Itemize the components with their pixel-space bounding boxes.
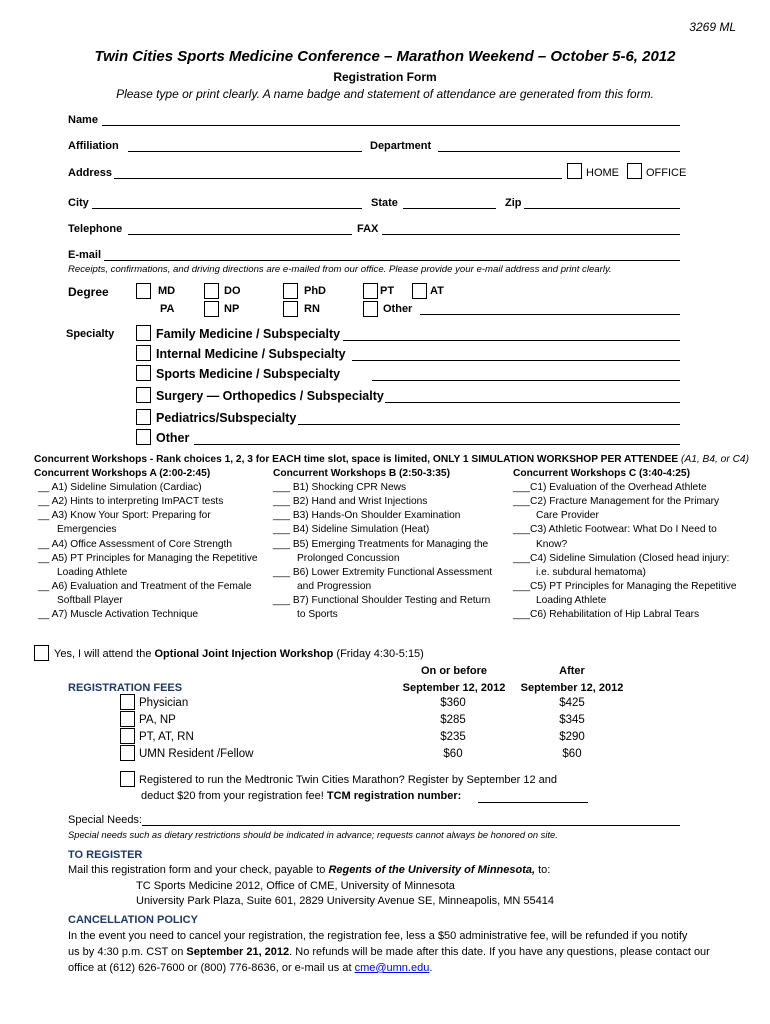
workshop-b7-cont: to Sports: [297, 609, 338, 620]
city-label: City: [68, 197, 89, 209]
zip-label: Zip: [505, 197, 522, 209]
specialty-other-label: Other: [156, 431, 190, 445]
cancellation-deadline: September 21, 2012: [186, 946, 290, 958]
specialty-label: Specialty: [66, 328, 115, 340]
marathon-line-2-pre: deduct $20 from your registration fee!: [141, 790, 327, 802]
name-field[interactable]: [102, 125, 680, 126]
degree-pa-label: PA: [160, 303, 175, 315]
cancellation-line-2-pre: us by 4:30 p.m. CST on: [68, 946, 187, 958]
fee-early-head-2: September 12, 2012: [402, 682, 506, 694]
fee-pa-np-label: PA, NP: [139, 714, 176, 726]
tcm-registration-field[interactable]: [478, 802, 588, 803]
marathon-tcm-label: TCM registration number:: [326, 790, 462, 802]
fee-pt-at-rn-early: $235: [440, 731, 466, 743]
city-field[interactable]: [92, 208, 362, 209]
workshop-a4[interactable]: __ A4) Office Assessment of Core Strength: [38, 539, 233, 550]
degree-rn-label: RN: [304, 303, 320, 315]
fee-pt-at-rn-checkbox[interactable]: [120, 728, 135, 744]
cancellation-line-1: In the event you need to cancel your registration, the registration fee, less a $50 administrative fee, will be refunded if you notify: [68, 930, 688, 942]
workshops-c-title: Concurrent Workshops C (3:40-4:25): [513, 468, 690, 479]
to-register-pre: Mail this registration form and your check, payable to: [68, 864, 329, 876]
degree-pt-checkbox[interactable]: [363, 283, 378, 299]
workshops-header: [34, 454, 749, 465]
marathon-line-1: Registered to run the Medtronic Twin Cities Marathon? Register by September 12 and: [139, 774, 558, 786]
telephone-field[interactable]: [128, 234, 352, 235]
state-field[interactable]: [403, 208, 496, 209]
workshop-c2-cont: Care Provider: [536, 510, 599, 521]
marathon-line-2: [141, 790, 461, 802]
degree-np-checkbox[interactable]: [204, 301, 219, 317]
marathon-checkbox[interactable]: [120, 771, 135, 787]
degree-pt-label: PT: [380, 285, 395, 297]
home-checkbox[interactable]: [567, 163, 582, 179]
degree-rn-checkbox[interactable]: [283, 301, 298, 317]
specialty-pediatrics-label: Pediatrics/Subspecialty: [156, 411, 297, 425]
name-label: Name: [68, 114, 98, 126]
fee-late-head-2: September 12, 2012: [520, 682, 624, 694]
email-note: Receipts, confirmations, and driving directions are e-mailed from our office. Please provide your e-mail address and print clearly.: [68, 264, 612, 275]
specialty-pediatrics-field[interactable]: [298, 424, 680, 425]
degree-do-checkbox[interactable]: [204, 283, 219, 299]
specialty-other-field[interactable]: [194, 444, 680, 445]
workshop-b5-cont: Prolonged Concussion: [297, 553, 400, 564]
to-register-post: to:: [535, 864, 551, 876]
joint-injection-checkbox[interactable]: [34, 645, 49, 661]
specialty-other-checkbox[interactable]: [136, 429, 151, 445]
address-field[interactable]: [114, 178, 562, 179]
instruction-text: Please type or print clearly. A name badge and statement of attendance are generated from this form.: [116, 87, 654, 101]
workshops-header-text: Concurrent Workshops - Rank choices 1, 2, 3 for EACH time slot, space is limited, ONLY 1 SIMULATION WORKSHOP PER ATTENDEE: [34, 454, 679, 465]
fee-physician-label: Physician: [139, 697, 189, 709]
joint-injection-text: [54, 648, 424, 660]
specialty-sports-field[interactable]: [372, 380, 680, 381]
special-needs-label: Special Needs:: [68, 814, 142, 826]
degree-other-label: Other: [383, 303, 413, 315]
mailing-address-1: TC Sports Medicine 2012, Office of CME, University of Minnesota: [136, 880, 455, 892]
degree-at-checkbox[interactable]: [412, 283, 427, 299]
workshop-c5[interactable]: ___C5) PT Principles for Managing the Repetitive: [513, 581, 737, 592]
fee-pt-at-rn-label: PT, AT, RN: [139, 731, 194, 743]
payee-name: Regents of the University of Minnesota,: [328, 864, 536, 876]
workshop-c3[interactable]: ___C3) Athletic Footwear: What Do I Need to: [513, 524, 717, 535]
cancellation-line-3-post: .: [429, 962, 433, 974]
cancellation-line-3: [68, 962, 432, 974]
specialty-surgery-label: Surgery — Orthopedics / Subspecialty: [156, 389, 384, 403]
workshop-a6[interactable]: __ A6) Evaluation and Treatment of the Female: [38, 581, 252, 592]
specialty-family-label: Family Medicine / Subspecialty: [156, 327, 341, 341]
registration-fees-label: REGISTRATION FEES: [68, 682, 183, 694]
document-code: 3269 ML: [689, 20, 736, 34]
workshop-b6-cont: and Progression: [297, 581, 372, 592]
email-field[interactable]: [104, 260, 680, 261]
specialty-sports-checkbox[interactable]: [136, 365, 151, 381]
workshop-a3-cont: Emergencies: [57, 524, 117, 535]
workshop-b1[interactable]: ___ B1) Shocking CPR News: [273, 482, 407, 493]
degree-do-label: DO: [224, 285, 241, 297]
workshop-c5-cont: Loading Athlete: [536, 595, 607, 606]
cancellation-line-2: [68, 946, 710, 958]
fax-label: FAX: [357, 223, 379, 235]
fee-pt-at-rn-late: $290: [559, 731, 585, 743]
workshop-c4-cont: i.e. subdural hematoma): [536, 567, 646, 578]
fee-early-head-1: On or before: [420, 665, 487, 677]
workshop-c2[interactable]: ___C2) Fracture Management for the Primary: [513, 496, 720, 507]
workshop-b3[interactable]: ___ B3) Hands-On Shoulder Examination: [273, 510, 461, 521]
specialty-surgery-checkbox[interactable]: [136, 387, 151, 403]
cancellation-line-3-pre: office at (612) 626-7600 or (800) 776-8636, or e-mail us at: [68, 962, 355, 974]
specialty-family-field[interactable]: [343, 340, 680, 341]
fee-resident-late: $60: [562, 748, 582, 760]
workshop-b5[interactable]: ___ B5) Emerging Treatments for Managing the: [273, 539, 489, 550]
to-register-heading: TO REGISTER: [68, 849, 143, 861]
page-title: Twin Cities Sports Medicine Conference – Marathon Weekend – October 5-6, 2012: [94, 48, 676, 65]
degree-other-field[interactable]: [420, 314, 680, 315]
degree-phd-checkbox[interactable]: [283, 283, 298, 299]
telephone-label: Telephone: [68, 223, 123, 235]
degree-at-label: AT: [430, 285, 444, 297]
fee-pa-np-early: $285: [440, 714, 466, 726]
fee-late-head-1: After: [559, 665, 585, 677]
workshop-a3[interactable]: __ A3) Know Your Sport: Preparing for: [38, 510, 211, 521]
department-label: Department: [370, 140, 432, 152]
workshops-header-note: (A1, B4, or C4): [681, 454, 749, 465]
home-label: HOME: [586, 167, 619, 179]
fee-pa-np-checkbox[interactable]: [120, 711, 135, 727]
degree-md-label: MD: [158, 285, 176, 297]
fee-physician-checkbox[interactable]: [120, 694, 135, 710]
workshop-a2[interactable]: __ A2) Hints to interpreting ImPACT tests: [38, 496, 224, 507]
email-label: E-mail: [68, 249, 102, 261]
workshop-c6[interactable]: ___C6) Rehabilitation of Hip Labral Tears: [513, 609, 700, 620]
office-label: OFFICE: [646, 167, 687, 179]
workshop-b7[interactable]: ___ B7) Functional Shoulder Testing and Return: [273, 595, 491, 606]
special-needs-field[interactable]: [142, 825, 680, 826]
cme-email-link[interactable]: cme@umn.edu: [354, 962, 430, 974]
affiliation-field[interactable]: [128, 151, 362, 152]
specialty-internal-checkbox[interactable]: [136, 345, 151, 361]
workshop-a6-cont: Softball Player: [57, 595, 123, 606]
specialty-internal-field[interactable]: [352, 360, 680, 361]
office-checkbox[interactable]: [627, 163, 642, 179]
degree-np-label: NP: [224, 303, 240, 315]
workshops-b-title: Concurrent Workshops B (2:50-3:35): [273, 468, 450, 479]
fee-resident-early: $60: [443, 748, 463, 760]
form-subtitle: Registration Form: [333, 70, 437, 84]
cancellation-line-2-post: . No refunds will be made after this date. If you have any questions, please contact our: [289, 946, 710, 958]
workshop-a7[interactable]: __ A7) Muscle Activation Technique: [38, 609, 199, 620]
fee-pa-np-late: $345: [559, 714, 585, 726]
workshop-b6[interactable]: ___ B6) Lower Extremity Functional Assessment: [273, 567, 493, 578]
joint-injection-bold: Optional Joint Injection Workshop: [154, 648, 334, 660]
workshop-c1[interactable]: ___C1) Evaluation of the Overhead Athlete: [513, 482, 707, 493]
fee-physician-late: $425: [559, 697, 585, 709]
fee-resident-label: UMN Resident /Fellow: [139, 748, 254, 760]
joint-injection-pre: Yes, I will attend the: [54, 648, 155, 660]
workshops-a-title: Concurrent Workshops A (2:00-2:45): [34, 468, 211, 479]
address-label: Address: [68, 167, 113, 179]
specialty-internal-label: Internal Medicine / Subspecialty: [156, 347, 346, 361]
department-field[interactable]: [438, 151, 680, 152]
zip-field[interactable]: [524, 208, 680, 209]
workshop-c3-cont: Know?: [536, 539, 568, 550]
to-register-line: [68, 864, 550, 876]
workshop-b4[interactable]: ___ B4) Sideline Simulation (Heat): [273, 524, 430, 535]
degree-other-checkbox[interactable]: [363, 301, 378, 317]
mailing-address-2: University Park Plaza, Suite 601, 2829 University Avenue SE, Minneapolis, MN 55414: [136, 895, 555, 907]
cancellation-heading: CANCELLATION POLICY: [68, 914, 198, 926]
special-needs-note: Special needs such as dietary restrictions should be indicated in advance; requests cannot always be honored on site.: [68, 829, 558, 840]
workshop-b2[interactable]: ___ B2) Hand and Wrist Injections: [273, 496, 428, 507]
fee-resident-checkbox[interactable]: [120, 745, 135, 761]
specialty-surgery-field[interactable]: [385, 402, 680, 403]
workshop-a5-cont: Loading Athlete: [57, 567, 128, 578]
degree-label: Degree: [68, 285, 109, 299]
joint-injection-post: (Friday 4:30-5:15): [333, 648, 424, 660]
workshop-a5[interactable]: __ A5) PT Principles for Managing the Repetitive: [38, 553, 258, 564]
degree-phd-label: PhD: [304, 285, 326, 297]
fax-field[interactable]: [382, 234, 680, 235]
specialty-family-checkbox[interactable]: [136, 325, 151, 341]
specialty-pediatrics-checkbox[interactable]: [136, 409, 151, 425]
affiliation-label: Affiliation: [68, 140, 119, 152]
workshop-a1[interactable]: __ A1) Sideline Simulation (Cardiac): [38, 482, 202, 493]
fee-physician-early: $360: [440, 697, 466, 709]
workshop-c4[interactable]: ___C4) Sideline Simulation (Closed head injury:: [513, 553, 730, 564]
state-label: State: [371, 197, 398, 209]
degree-md-checkbox[interactable]: [136, 283, 151, 299]
specialty-sports-label: Sports Medicine / Subspecialty: [156, 367, 341, 381]
